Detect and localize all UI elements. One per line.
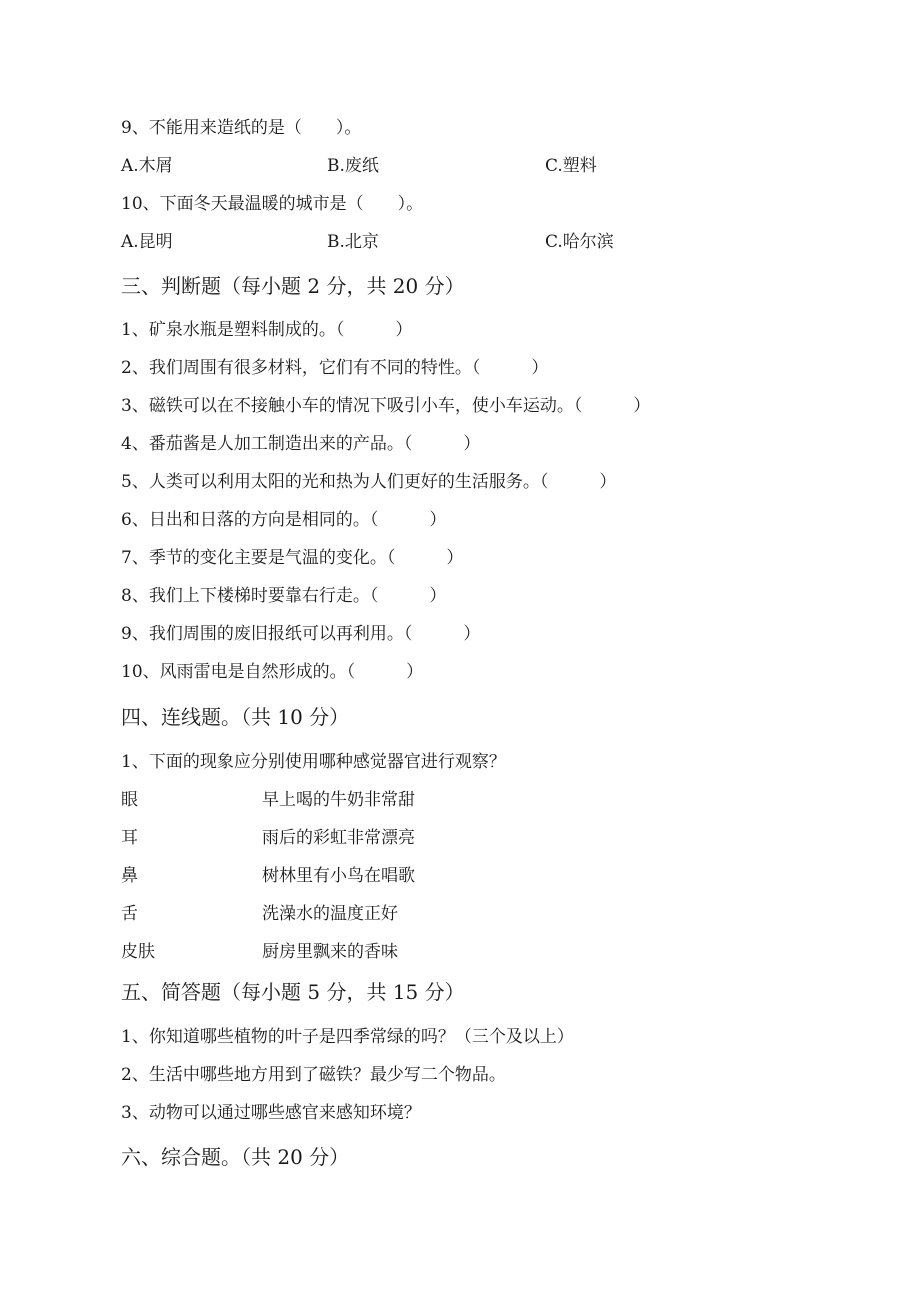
matching-question: 1、下面的现象应分别使用哪种感觉器官进行观察？: [121, 752, 506, 772]
section-6-title: 六、综合题。（共 20 分）: [121, 1145, 350, 1169]
question-9: 9、不能用来造纸的是（ ）。: [121, 118, 362, 138]
judge-item-3: 3、磁铁可以在不接触小车的情况下吸引小车，使小车运动。（ ）: [121, 396, 651, 416]
judge-item-1: 1、矿泉水瓶是塑料制成的。（ ）: [121, 320, 413, 340]
judge-item-6: 6、日出和日落的方向是相同的。（ ）: [121, 510, 447, 530]
question-10: 10、下面冬天最温暖的城市是（ ）。: [121, 194, 424, 214]
section-4-title: 四、连线题。（共 10 分）: [121, 705, 350, 729]
judge-item-7: 7、季节的变化主要是气温的变化。（ ）: [121, 548, 464, 568]
q10-option-a: A.昆明: [121, 232, 173, 252]
organ-eye: 眼: [121, 790, 138, 810]
q9-option-c: C.塑料: [545, 156, 597, 176]
q10-option-c: C.哈尔滨: [545, 232, 614, 252]
organ-ear: 耳: [121, 828, 138, 848]
q9-option-b: B.废纸: [327, 156, 379, 176]
judge-item-8: 8、我们上下楼梯时要靠右行走。（ ）: [121, 586, 447, 606]
short-answer-3: 3、动物可以通过哪些感官来感知环境？: [121, 1103, 421, 1123]
judge-item-10: 10、风雨雷电是自然形成的。（ ）: [121, 662, 424, 682]
judge-item-9: 9、我们周围的废旧报纸可以再利用。（ ）: [121, 624, 481, 644]
q10-option-b: B.北京: [327, 232, 379, 252]
phenomenon-2: 雨后的彩虹非常漂亮: [262, 828, 415, 848]
short-answer-1: 1、你知道哪些植物的叶子是四季常绿的吗？（三个及以上）: [121, 1027, 574, 1047]
phenomenon-1: 早上喝的牛奶非常甜: [262, 790, 415, 810]
judge-item-2: 2、我们周围有很多材料，它们有不同的特性。（ ）: [121, 358, 549, 378]
phenomenon-3: 树林里有小鸟在唱歌: [262, 866, 415, 886]
organ-tongue: 舌: [121, 904, 138, 924]
short-answer-2: 2、生活中哪些地方用到了磁铁？最少写二个物品。: [121, 1065, 506, 1085]
q9-option-a: A.木屑: [121, 156, 173, 176]
phenomenon-4: 洗澡水的温度正好: [262, 904, 398, 924]
section-5-title: 五、简答题（每小题 5 分，共 15 分）: [121, 980, 465, 1004]
section-3-title: 三、判断题（每小题 2 分，共 20 分）: [121, 274, 465, 298]
organ-skin: 皮肤: [121, 942, 155, 962]
judge-item-5: 5、人类可以利用太阳的光和热为人们更好的生活服务。（ ）: [121, 472, 617, 492]
organ-nose: 鼻: [121, 866, 138, 886]
judge-item-4: 4、番茄酱是人加工制造出来的产品。（ ）: [121, 434, 481, 454]
phenomenon-5: 厨房里飘来的香味: [262, 942, 398, 962]
